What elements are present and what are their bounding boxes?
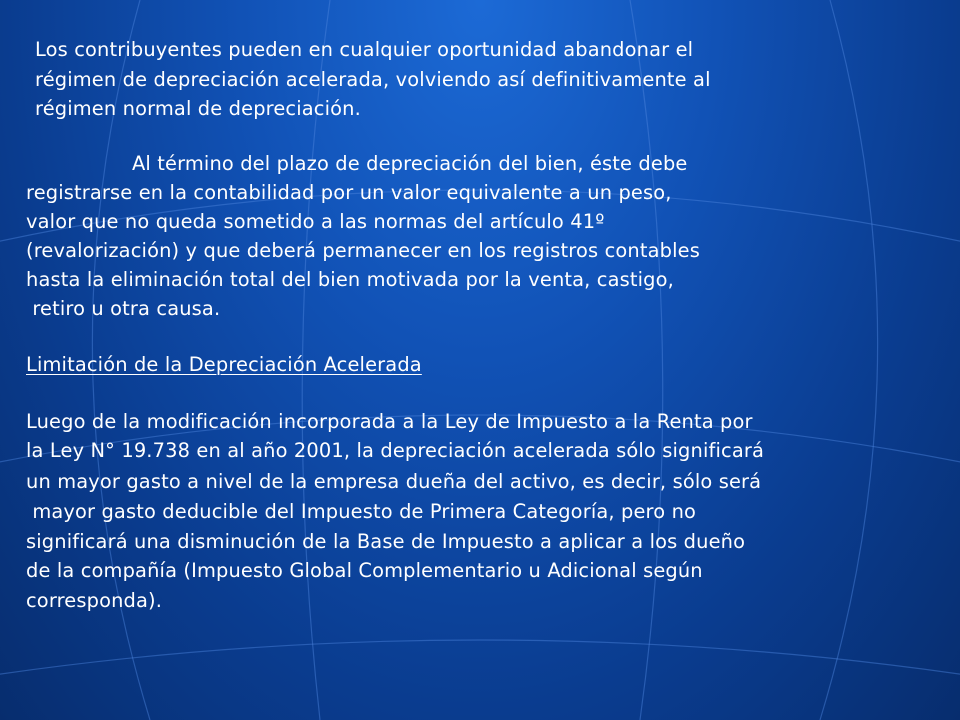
text-line: corresponda). <box>26 589 163 612</box>
text-line: un mayor gasto a nivel de la empresa dueña del activo, es decir, sólo será <box>26 470 762 493</box>
text-line: hasta la eliminación total del bien motivada por la venta, castigo, <box>26 268 674 291</box>
text-line: mayor gasto deducible del Impuesto de Primera Categoría, pero no <box>26 500 697 523</box>
text-line: régimen de depreciación acelerada, volviendo así definitivamente al <box>35 68 711 91</box>
text-line: registrarse en la contabilidad por un valor equivalente a un peso, <box>26 181 672 204</box>
text-line: retiro u otra causa. <box>26 297 221 320</box>
text-line: Los contribuyentes pueden en cualquier oportunidad abandonar el <box>35 38 694 61</box>
text-line: Luego de la modificación incorporada a la Ley de Impuesto a la Renta por <box>26 410 753 433</box>
text-line: la Ley N° 19.738 en al año 2001, la depreciación acelerada sólo significará <box>26 439 765 462</box>
text-line: valor que no queda sometido a las normas del artículo 41º <box>26 210 605 233</box>
text-line: régimen normal de depreciación. <box>35 97 361 120</box>
section-heading: Limitación de la Depreciación Acelerada <box>26 353 422 376</box>
text-line: de la compañía (Impuesto Global Complementario u Adicional según <box>26 559 703 582</box>
text-line: Al término del plazo de depreciación del bien, éste debe <box>132 152 688 175</box>
text-line: (revalorización) y que deberá permanecer en los registros contables <box>26 239 700 262</box>
text-line: significará una disminución de la Base de Impuesto a aplicar a los dueño <box>26 530 746 553</box>
